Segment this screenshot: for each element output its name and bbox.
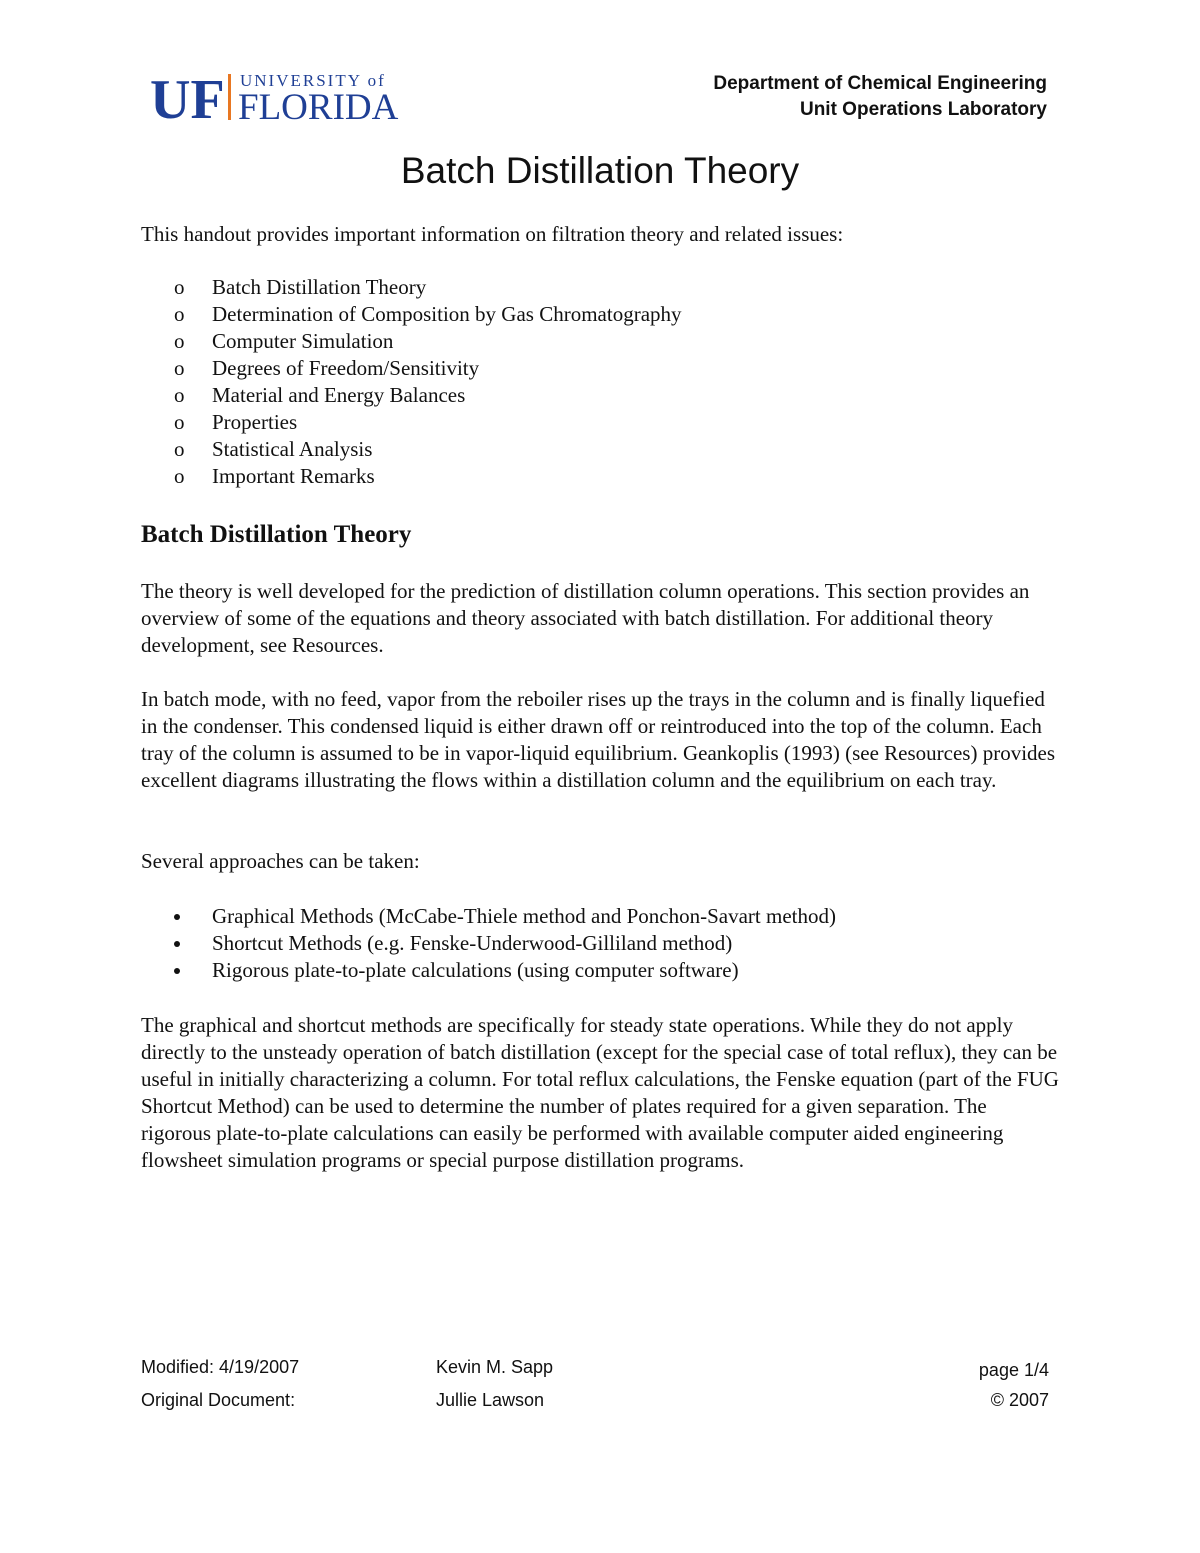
paragraph-methods: The graphical and shortcut methods are specifically for steady state operations. While they do not apply directly to the unsteady operation of batch distillation (except for the special case of total reflux), they can be useful in initially characterizing a column. For total reflux calculations, the Fenske equation (part of the FUG Shortcut Method) can be used to determine the number of plates required for a given separation. The rigorous plate-to-plate calculations can easily be performed with available computer aided engineering flowsheet simulation programs or special purpose distillation programs.	[141, 1013, 1059, 1172]
footer-original: Original Document:	[141, 1390, 296, 1410]
paragraph-approaches-intro: Several approaches can be taken:	[141, 849, 420, 873]
university-logo-graphic	[150, 68, 430, 124]
list-item	[174, 903, 836, 930]
laboratory-name: Unit Operations Laboratory	[799, 99, 1047, 120]
topic-label: Material and Energy Balances	[212, 383, 466, 407]
logo-divider	[228, 74, 231, 120]
logo-line2: FLORIDA	[238, 87, 399, 124]
list-item	[174, 355, 682, 382]
footer-page-number: page 1/4	[978, 1360, 1049, 1380]
university-logo	[150, 68, 430, 124]
list-item	[174, 436, 682, 463]
section-heading: Batch Distillation Theory	[141, 521, 412, 548]
approach-label: Rigorous plate-to-plate calculations (using computer software)	[212, 958, 739, 982]
list-marker: o	[174, 356, 185, 380]
list-item	[174, 328, 682, 355]
list-item	[174, 274, 682, 301]
topic-list	[174, 274, 682, 490]
topic-label: Determination of Composition by Gas Chromatography	[212, 302, 682, 326]
approach-label: Shortcut Methods (e.g. Fenske-Underwood-Gilliland method)	[212, 931, 733, 955]
topic-label: Batch Distillation Theory	[212, 275, 427, 299]
logo-abbrev: UF	[150, 69, 225, 124]
footer-modified-by: Kevin M. Sapp	[436, 1357, 554, 1377]
logo-line1: UNIVERSITY of	[240, 71, 386, 90]
paragraph-batch-mode: In batch mode, with no feed, vapor from the reboiler rises up the trays in the column and is finally liquefied in the condenser. This condensed liquid is either drawn off or reintroduced into the top of the column. Each tray of the column is assumed to be in vapor-liquid equilibrium. Geankoplis (1993) (see Resources) provides excellent diagrams illustrating the flows within a distillation column and the equilibrium on each tray.	[141, 687, 1056, 792]
intro-text: This handout provides important information on filtration theory and related issues:	[141, 222, 844, 246]
page-title: Batch Distillation Theory	[400, 150, 800, 191]
footer-original-by: Jullie Lawson	[436, 1390, 545, 1410]
department-name: Department of Chemical Engineering	[713, 73, 1047, 94]
topic-label: Computer Simulation	[212, 329, 394, 353]
list-marker: o	[174, 275, 185, 299]
approaches-list	[174, 903, 836, 984]
footer-copyright: © 2007	[990, 1390, 1049, 1410]
topic-label: Important Remarks	[212, 464, 375, 488]
bullet-icon	[174, 914, 180, 920]
topic-label: Statistical Analysis	[212, 437, 373, 461]
list-item	[174, 382, 682, 409]
footer-modified: Modified: 4/19/2007	[141, 1357, 300, 1377]
list-marker: o	[174, 437, 185, 461]
topic-label: Degrees of Freedom/Sensitivity	[212, 356, 480, 380]
paragraph-overview: The theory is well developed for the prediction of distillation column operations. This section provides an overview of some of the equations and theory associated with batch distillation. For additional theory development, see Resources.	[141, 579, 1030, 657]
list-item	[174, 301, 682, 328]
bullet-icon	[174, 968, 180, 974]
approach-label: Graphical Methods (McCabe-Thiele method and Ponchon-Savart method)	[212, 904, 836, 928]
list-marker: o	[174, 464, 185, 488]
topic-label: Properties	[212, 410, 298, 434]
list-marker: o	[174, 410, 185, 434]
list-marker: o	[174, 383, 185, 407]
list-item	[174, 463, 682, 490]
list-marker: o	[174, 329, 185, 353]
list-item	[174, 957, 836, 984]
department-header	[713, 71, 1047, 123]
list-item	[174, 930, 836, 957]
list-item	[174, 409, 682, 436]
bullet-icon	[174, 941, 180, 947]
list-marker: o	[174, 302, 185, 326]
